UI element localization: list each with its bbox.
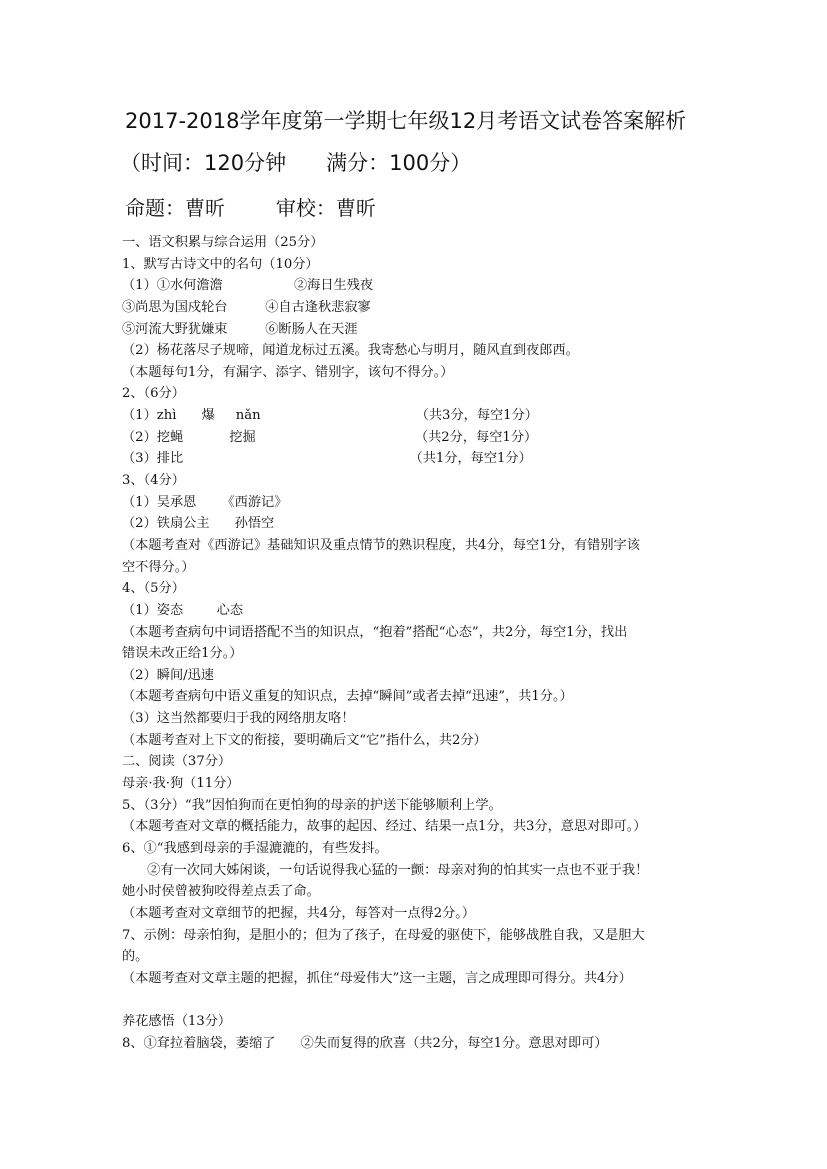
text-line: （本题考查对文章的概括能力，故事的起因、经过、结果一点1分，共3分，意思对即可。） <box>122 819 647 835</box>
text-line: 3、（4分） <box>122 473 185 489</box>
text-line: （本题每句1分，有漏字、添字、错别字，该句不得分。） <box>122 364 454 380</box>
text-line: 5、（3分）“我”因怕狗而在更怕狗的母亲的护送下能够顺利上学。 <box>122 797 502 813</box>
text-line: （1）zhì 爆 nǎn （共3分，每空1分） <box>122 408 538 424</box>
text-line: 8、①耷拉着脑袋，萎缩了 ②失而复得的欣喜（共2分，每空1分。意思对即可） <box>122 1035 608 1051</box>
text-line: （1）①水何澹澹 ②海日生残夜 <box>122 278 374 294</box>
text-line: 母亲·我·狗（11分） <box>122 776 240 792</box>
text-line: 一、语文积累与综合运用（25分） <box>122 235 324 250</box>
text-line: （本题考查对文章主题的把握，抓住“母爱伟大”这一主题，言之成理即可得分。共4分） <box>122 970 632 986</box>
text-line: 的。 <box>122 949 149 965</box>
text-line: （本题考查病句中词语搭配不当的知识点，“抱着”搭配“心态”，共2分，每空1分，找出 <box>122 624 628 640</box>
text-line: ③尚思为国戍轮台 ④自古逢秋悲寂寥 <box>122 299 371 315</box>
text-line: （2）挖蝇 挖掘 （共2分，每空1分） <box>122 429 538 445</box>
text-line: 7、示例：母亲怕狗，是胆小的；但为了孩子，在母爱的驱使下，能够战胜自我，又是胆大 <box>122 927 645 943</box>
text-line: （2）铁扇公主 孙悟空 <box>122 516 275 532</box>
text-line <box>122 989 712 1011</box>
text-line: 4、（5分） <box>122 581 185 597</box>
text-line: 她小时侯曾被狗咬得差点丢了命。 <box>122 884 320 900</box>
text-line: ②有一次同大姊闲谈，一句话说得我心猛的一颤：母亲对狗的怕其实一点也不亚于我！ <box>122 862 649 878</box>
text-line: （3）这当然都要归于我的网络朋友咯！ <box>122 711 355 727</box>
text-line: 错误未改正给1分。） <box>122 646 243 662</box>
text-line: ⑤河流大野犹嫌束 ⑥断肠人在天涯 <box>122 321 358 337</box>
text-line: （本题考查病句中语义重复的知识点，去掉“瞬间”或者去掉“迅速”，共1分。） <box>122 689 573 705</box>
exam-time-and-score: （时间：120分钟 满分：100分） <box>120 151 472 175</box>
text-line: （3）排比 （共1分，每空1分） <box>122 451 532 467</box>
text-line: （2）瞬间/迅速 <box>122 667 214 683</box>
text-line: （1）吴承恩 《西游记》 <box>122 494 288 510</box>
text-line: （本题考查对《西游记》基础知识及重点情节的熟识程度，共4分，每空1分，有错别字该 <box>122 537 640 553</box>
text-line: （2）杨花落尽子规啼，闻道龙标过五溪。我寄愁心与明月，随风直到夜郎西。 <box>122 343 579 359</box>
answer-body <box>122 232 712 1054</box>
text-line: 6、①“我感到母亲的手湿漉漉的，有些发抖。 <box>122 840 388 856</box>
text-line: 2、（6分） <box>122 386 185 402</box>
text-line: 二、阅读（37分） <box>122 754 232 770</box>
author-and-reviewer: 命题：曹昕 审校：曹昕 <box>125 196 376 220</box>
text-line: 养花感悟（13分） <box>122 1014 232 1030</box>
text-line: 1、默写古诗文中的名句（10分） <box>122 256 319 272</box>
text-line: （本题考查对上下文的衔接，要明确后文“它”指什么，共2分） <box>122 732 487 748</box>
text-line: （本题考查对文章细节的把握，共4分，每答对一点得2分。） <box>122 905 476 921</box>
text-line: 空不得分。） <box>122 559 195 575</box>
text-line: （1）姿态 心态 <box>122 602 244 618</box>
document-title: 2017-2018学年度第一学期七年级12月考语文试卷答案解析 <box>125 109 687 133</box>
